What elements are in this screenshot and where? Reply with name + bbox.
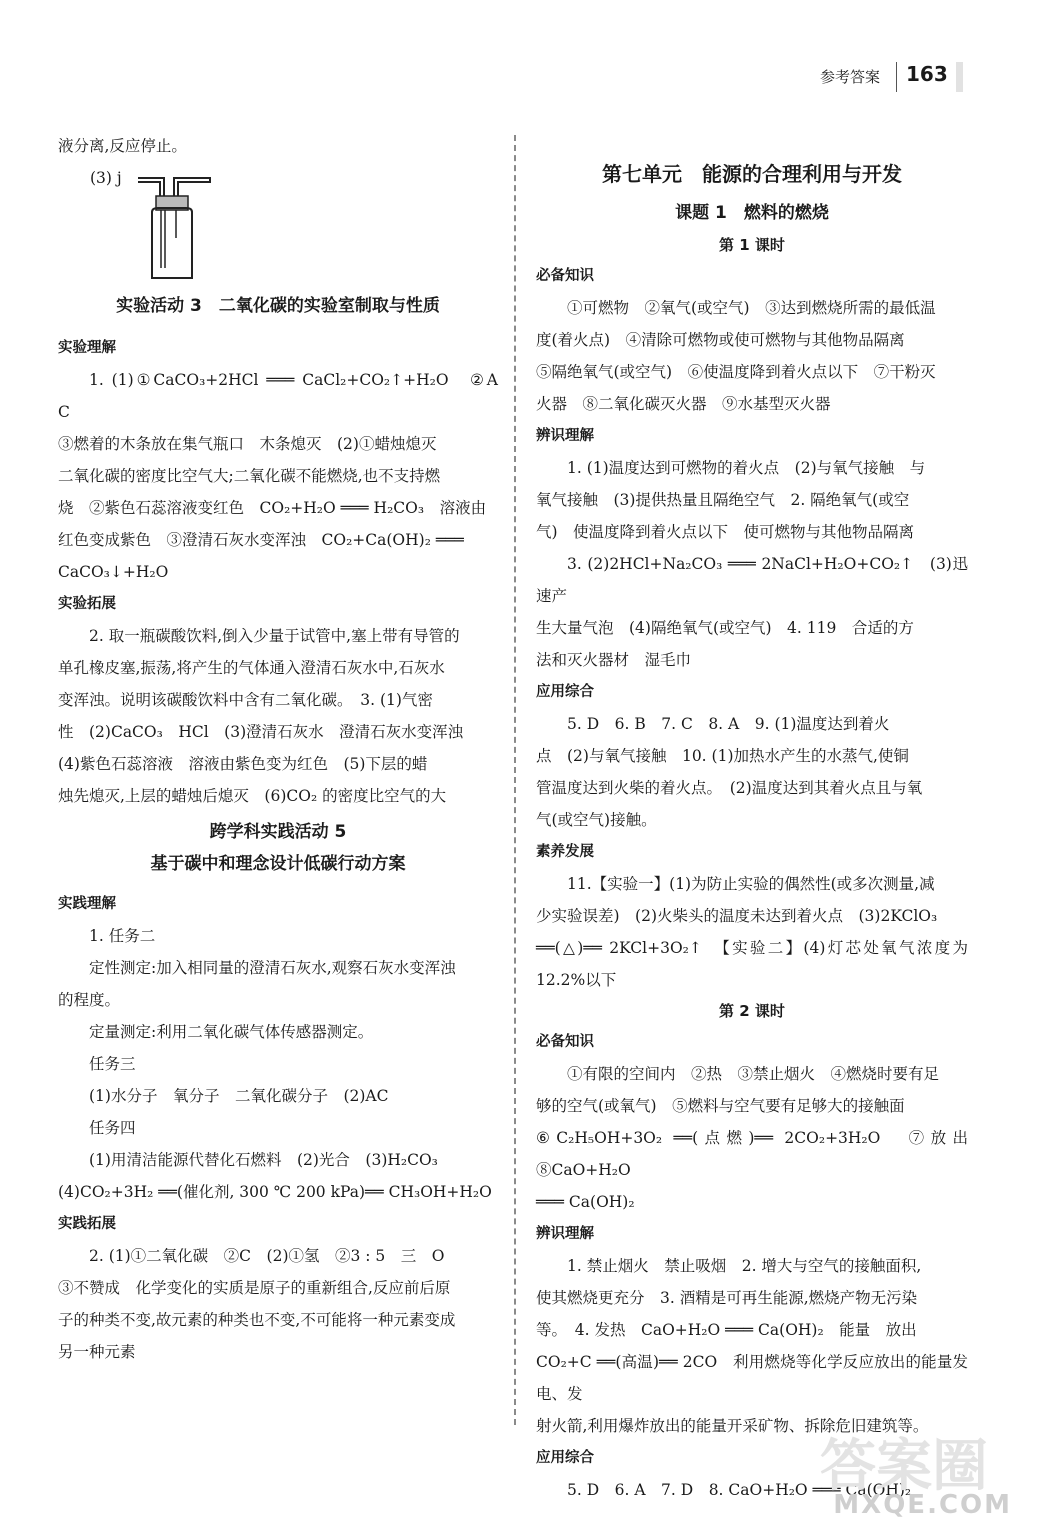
suyang-line-2: ══(△)══ 2KCl+3O₂↑ 【实验二】(4)灯芯处氧气浓度为 12.2%以下 — [536, 939, 973, 989]
section-bibei-2: 必备知识 — [536, 1034, 594, 1050]
yingyong1-line-0: 5. D 6. B 7. C 8. A 9. (1)温度达到着火 — [567, 715, 890, 733]
section-yingyong-2: 应用综合 — [536, 1450, 594, 1466]
bianshi2-line-4: 射火箭,利用爆炸放出的能量开采矿物、拆除危旧建筑等。 — [536, 1417, 929, 1435]
section-shiyan-lijie: 实验理解 — [58, 340, 116, 356]
bianshi1-line-4: 生大量气泡 (4)隔绝氧气(或空气) 4. 119 合适的方 — [536, 619, 914, 637]
lesson1-title: 第 1 课时 — [719, 236, 785, 254]
bibei1-line-1: 度(着火点) ④清除可燃物或使可燃物与其他物品隔离 — [536, 331, 905, 349]
bibei2-line-2: ⑥C₂H₅OH+3O₂ ══(点燃)══ 2CO₂+3H₂O ⑦放出 ⑧CaO+H₂O — [536, 1129, 984, 1179]
lijie-line-0: 1. (1)①CaCO₃+2HCl ═══ CaCl₂+CO₂↑+H₂O ②A C — [58, 371, 514, 421]
shijian-tuozhan-line-1: ③不赞成 化学变化的实质是原子的重新组合,反应前后原 — [58, 1279, 451, 1297]
shijian-line-4: 任务三 — [89, 1055, 136, 1073]
bianshi1-line-2: 气) 使温度降到着火点以下 使可燃物与其他物品隔离 — [536, 523, 915, 541]
cross-activity-subtitle: 基于碳中和理念设计低碳行动方案 — [150, 854, 406, 874]
header-tab-bar — [956, 62, 963, 92]
watermark — [770, 1418, 1020, 1528]
page-header — [820, 58, 980, 98]
section-shijian-lijie: 实践理解 — [58, 896, 116, 912]
header-divider — [896, 62, 897, 92]
page-number: 163 — [906, 62, 948, 86]
watermark-logo: 答案圈 — [820, 1434, 988, 1499]
yingyong1-line-1: 点 (2)与氧气接触 10. (1)加热水产生的水蒸气,使铜 — [536, 747, 909, 765]
yingyong1-line-2: 管温度达到火柴的着火点。 (2)温度达到其着火点且与氧 — [536, 779, 923, 797]
tuozhan-line-0: 2. 取一瓶碳酸饮料,倒入少量于试管中,塞上带有导管的 — [89, 627, 460, 645]
bibei1-line-2: ⑤隔绝氧气(或空气) ⑥使温度降到着火点以下 ⑦干粉灭 — [536, 363, 936, 381]
tuozhan-line-4: (4)紫色石蕊溶液 溶液由紫色变为红色 (5)下层的蜡 — [58, 755, 428, 773]
gas-washing-bottle-icon — [130, 168, 250, 283]
section-shijian-tuozhan: 实践拓展 — [58, 1216, 116, 1232]
gas-bottle-figure — [58, 162, 498, 282]
column-divider — [514, 135, 516, 1425]
right-column — [536, 152, 984, 1506]
bianshi2-line-1: 使其燃烧更充分 3. 酒精是可再生能源,燃烧产物无污染 — [536, 1289, 918, 1307]
unit-title: 第七单元 能源的合理利用与开发 — [602, 162, 902, 186]
tuozhan-line-1: 单孔橡皮塞,振荡,将产生的气体通入澄清石灰水中,石灰水 — [58, 659, 445, 677]
tuozhan-line-3: 性 (2)CaCO₃ HCl (3)澄清石灰水 澄清石灰水变浑浊 — [58, 723, 464, 741]
lijie-line-4: 红色变成紫色 ③澄清石灰水变浑浊 CO₂+Ca(OH)₂ ═══ — [58, 531, 464, 549]
topic-title: 课题 1 燃料的燃烧 — [675, 203, 829, 223]
watermark-site: MXQE.COM — [833, 1490, 1012, 1520]
section-yingyong-1: 应用综合 — [536, 684, 594, 700]
section-suyang: 素养发展 — [536, 844, 594, 860]
suyang-line-0: 11.【实验一】(1)为防止实验的偶然性(或多次测量,减 — [567, 875, 935, 893]
section-bibei-1: 必备知识 — [536, 268, 594, 284]
tuozhan-line-5: 烛先熄灭,上层的蜡烛后熄灭 (6)CO₂ 的密度比空气的大 — [58, 787, 447, 805]
lijie-line-2: 二氧化碳的密度比空气大;二氧化碳不能燃烧,也不支持燃 — [58, 467, 441, 485]
shijian-tuozhan-line-2: 子的种类不变,故元素的种类也不变,不可能将一种元素变成 — [58, 1311, 456, 1329]
shijian-line-0: 1. 任务二 — [89, 927, 156, 945]
yingyong2-line-0: 5. D 6. A 7. D 8. CaO+H₂O ═══ Ca(OH)₂ — [567, 1481, 912, 1499]
section-shiyan-tuozhan: 实验拓展 — [58, 596, 116, 612]
shijian-line-5: (1)水分子 氧分子 二氧化碳分子 (2)AC — [89, 1087, 389, 1105]
lesson2-title: 第 2 课时 — [719, 1002, 785, 1020]
shijian-tuozhan-line-0: 2. (1)①二氧化碳 ②C (2)①氢 ②3 : 5 三 O — [89, 1247, 445, 1265]
suyang-line-1: 少实验误差) (2)火柴头的温度未达到着火点 (3)2KClO₃ — [536, 907, 938, 925]
shijian-line-6: 任务四 — [89, 1119, 136, 1137]
bibei1-line-0: ①可燃物 ②氧气(或空气) ③达到燃烧所需的最低温 — [567, 299, 936, 317]
tuozhan-line-2: 变浑浊。说明该碳酸饮料中含有二氧化碳。 3. (1)气密 — [58, 691, 433, 709]
bianshi1-line-5: 法和灭火器材 湿毛巾 — [536, 651, 692, 669]
shijian-line-8: (4)CO₂+3H₂ ══(催化剂, 300 ℃ 200 kPa)══ CH₃OH+H₂O — [58, 1183, 492, 1201]
shijian-line-3: 定量测定:利用二氧化碳气体传感器测定。 — [89, 1023, 374, 1041]
activity3-title: 实验活动 3 二氧化碳的实验室制取与性质 — [116, 296, 440, 316]
bianshi2-line-3: CO₂+C ══(高温)══ 2CO 利用燃烧等化学反应放出的能量发电、发 — [536, 1353, 968, 1403]
bianshi2-line-2: 等。 4. 发热 CaO+H₂O ═══ Ca(OH)₂ 能量 放出 — [536, 1321, 917, 1339]
left-column — [58, 130, 514, 1368]
section-bianshi-2: 辨识理解 — [536, 1226, 594, 1242]
lijie-line-1: ③燃着的木条放在集气瓶口 木条熄灭 (2)①蜡烛熄灭 — [58, 435, 437, 453]
bibei2-line-3: ═══ Ca(OH)₂ — [536, 1193, 635, 1211]
lijie-line-3: 烧 ②紫色石蕊溶液变红色 CO₂+H₂O ═══ H₂CO₃ 溶液由 — [58, 499, 487, 517]
yingyong1-line-3: 气(或空气)接触。 — [536, 811, 657, 829]
section-bianshi-1: 辨识理解 — [536, 428, 594, 444]
bianshi1-line-3: 3. (2)2HCl+Na₂CO₃ ═══ 2NaCl+H₂O+CO₂↑ (3)迅速产 — [536, 555, 968, 605]
bibei1-line-3: 火器 ⑧二氧化碳灭火器 ⑨水基型灭火器 — [536, 395, 831, 413]
continuation-line: 液分离,反应停止。 — [58, 137, 187, 155]
shijian-tuozhan-line-3: 另一种元素 — [58, 1343, 136, 1361]
bibei2-line-0: ①有限的空间内 ②热 ③禁止烟火 ④燃烧时要有足 — [567, 1065, 940, 1083]
bianshi2-line-0: 1. 禁止烟火 禁止吸烟 2. 增大与空气的接触面积, — [567, 1257, 922, 1275]
section-label: 参考答案 — [820, 68, 881, 86]
bianshi1-line-0: 1. (1)温度达到可燃物的着火点 (2)与氧气接触 与 — [567, 459, 926, 477]
bianshi1-line-1: 氧气接触 (3)提供热量且隔绝空气 2. 隔绝氧气(或空 — [536, 491, 910, 509]
shijian-line-2: 的程度。 — [58, 991, 121, 1009]
cross-activity-title: 跨学科实践活动 5 — [209, 822, 347, 842]
shijian-line-1: 定性测定:加入相同量的澄清石灰水,观察石灰水变浑浊 — [89, 959, 456, 977]
shijian-line-7: (1)用清洁能源代替化石燃料 (2)光合 (3)H₂CO₃ — [89, 1151, 438, 1169]
bottle-label: (3) j — [90, 169, 122, 187]
bibei2-line-1: 够的空气(或氧气) ⑤燃料与空气要有足够大的接触面 — [536, 1097, 905, 1115]
lijie-line-5: CaCO₃↓+H₂O — [58, 563, 169, 581]
